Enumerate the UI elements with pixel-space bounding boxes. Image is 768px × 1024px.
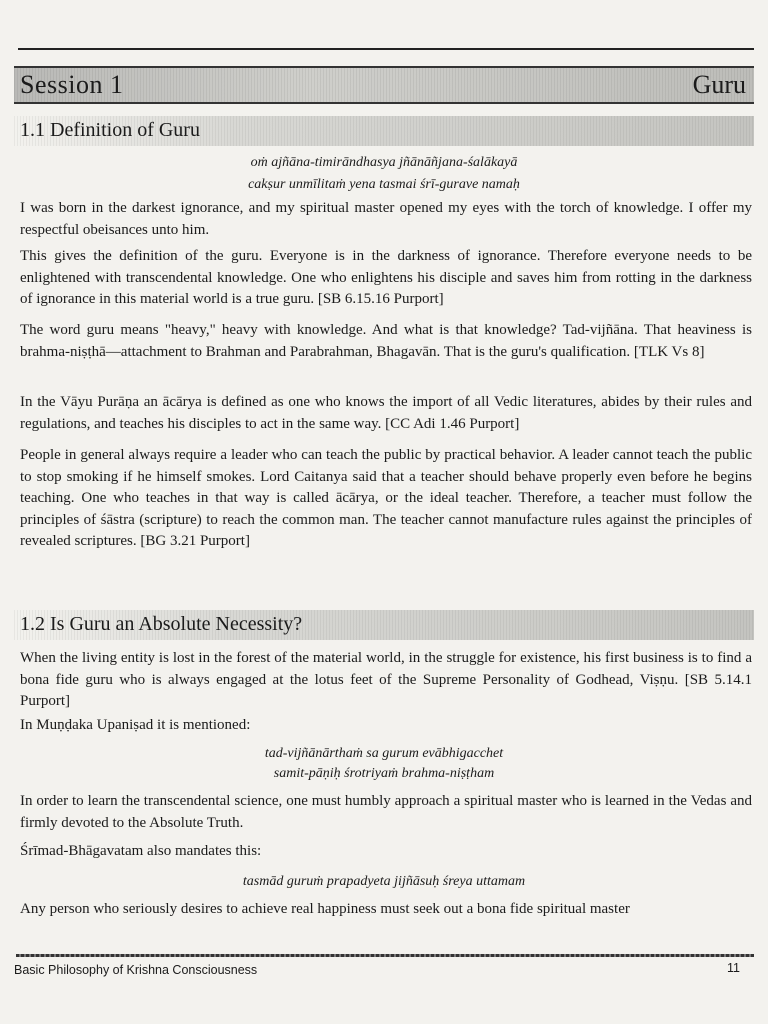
verse-line: samit-pāṇiḥ śrotriyaṁ brahma-niṣṭham (273, 766, 495, 781)
paragraph: Any person who seriously desires to achieve real happiness must seek out a bona fide spiritual master (20, 901, 630, 917)
bottom-rule (16, 954, 754, 957)
page-number: 11 (727, 961, 740, 975)
paragraph: This gives the definition of the guru. Everyone is in the darkness of ignorance. Therefore everyone needs to be enlightened with transcendental knowledge. One who enlightens his disciple and saves him from rotting in the darkness of ignorance in this material world is a true guru. [SB 6.15.16 Purport] (20, 248, 752, 307)
top-rule (18, 48, 754, 50)
section-heading-2-text: 1.2 Is Guru an Absolute Necessity? (20, 613, 303, 635)
paragraph: The word guru means "heavy," heavy with knowledge. And what is that knowledge? Tad-vijñāna. That heaviness is brahma-niṣṭhā—attachment to Brahman and Parabrahman, Bhagavān. That is the guru's qualification. [TLK Vs 8] (20, 322, 752, 360)
section-heading-1-text: 1.1 Definition of Guru (20, 119, 200, 141)
verse-line: oṁ ajñāna-timirāndhasya jñānāñjana-śalākayā (250, 155, 518, 170)
verse-line: tad-vijñānārthaṁ sa gurum evābhigacchet (264, 746, 504, 761)
verse-line: cakṣur unmīlitaṁ yena tasmai śrī-gurave namaḥ (248, 177, 520, 192)
paragraph: In Muṇḍaka Upaniṣad it is mentioned: (20, 717, 251, 733)
session-topic: Guru (692, 70, 746, 99)
footer-book-title: Basic Philosophy of Krishna Consciousness (14, 963, 258, 977)
paragraph: Śrīmad-Bhāgavatam also mandates this: (20, 843, 262, 859)
session-title: Session 1 (20, 70, 124, 99)
section-heading-1 (14, 116, 754, 146)
session-banner (14, 66, 754, 104)
paragraph: People in general always require a leader who can teach the public by practical behavior. A leader cannot teach the public to stop smoking if he himself smokes. Lord Caitanya said that a teacher should behave properly even before he begins teaching. One who teaches in that way is called ācārya, or the ideal teacher. Therefore, a teacher must follow the principles of śāstra (scripture) to reach the common man. The teacher cannot manufacture rules against the principles of revealed scriptures. [BG 3.21 Purport] (20, 447, 752, 549)
paragraph: In the Vāyu Purāṇa an ācārya is defined as one who knows the import of all Vedic literatures, abides by their rules and regulations, and teaches his disciples to act in the same way. [CC Adi 1.46 Purport] (20, 394, 752, 432)
paragraph: In order to learn the transcendental science, one must humbly approach a spiritual master who is learned in the Vedas and firmly devoted to the Absolute Truth. (20, 793, 752, 831)
paragraph: I was born in the darkest ignorance, and my spiritual master opened my eyes with the torch of knowledge. I offer my respectful obeisances unto him. (20, 200, 752, 238)
section-heading-2 (14, 610, 754, 640)
verse-line: tasmād guruṁ prapadyeta jijñāsuḥ śreya uttamam (242, 874, 526, 889)
paragraph: When the living entity is lost in the forest of the material world, in the struggle for existence, his first business is to find a bona fide guru who is always engaged at the lotus feet of the Supreme Personality of Godhead, Viṣṇu. [SB 5.14.1 Purport] (20, 650, 752, 709)
